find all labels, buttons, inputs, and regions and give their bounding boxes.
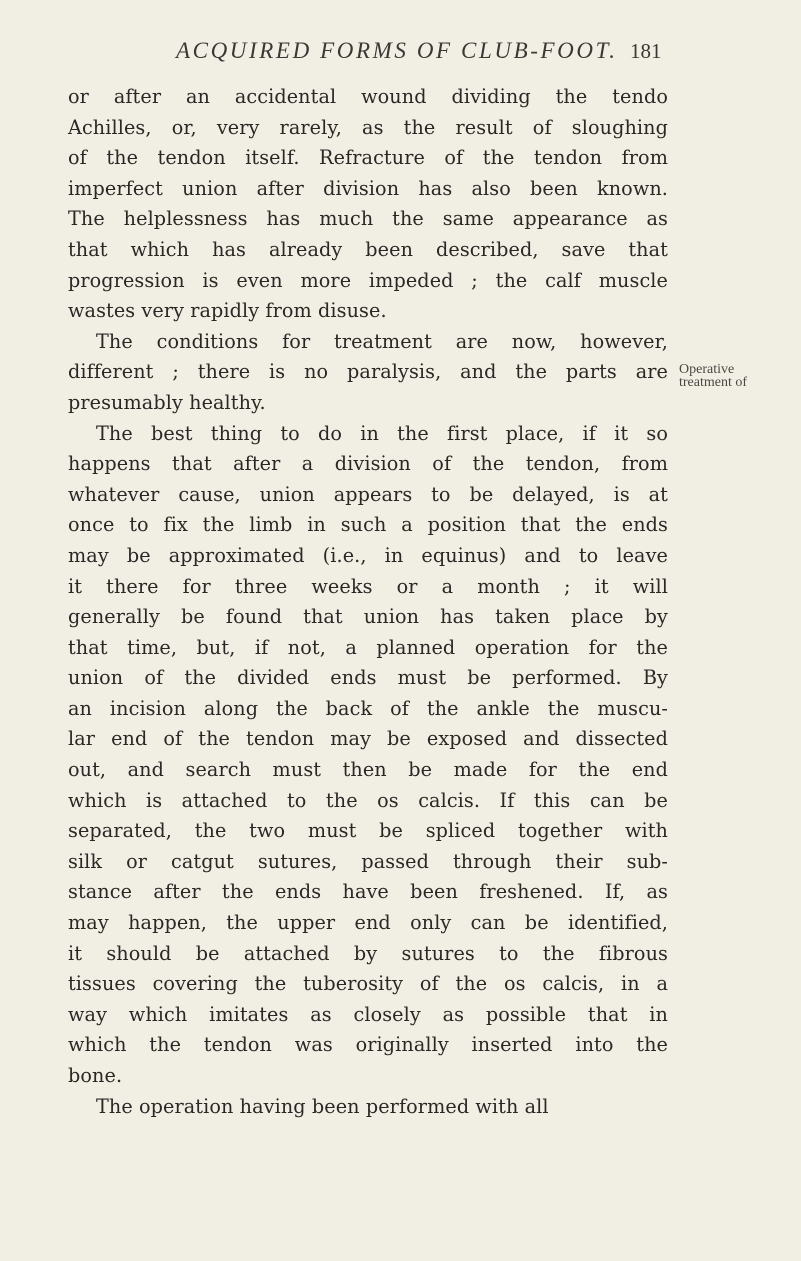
text-line: whatever cause, union appears to be delayed, is at	[68, 482, 668, 506]
text-line: or after an accidental wound dividing the tendo	[68, 85, 668, 108]
text-line: The best thing to do in the first place, if it so	[96, 421, 668, 445]
margin-note	[679, 363, 789, 389]
text-line: imperfect union after division has also been known.	[68, 176, 668, 200]
text-line: of the tendon itself. Refracture of the tendon from	[68, 146, 668, 170]
text-line: it there for three weeks or a month ; it will	[68, 574, 668, 598]
text-line: different ; there is no paralysis, and the parts are	[68, 360, 668, 384]
text-line: which the tendon was originally inserted into the	[68, 1033, 668, 1057]
text-line: tissues covering the tuberosity of the os calcis, in a	[68, 972, 668, 996]
text-line: may be approximated (i.e., in equinus) and to leave	[68, 543, 668, 567]
text-line: it should be attached by sutures to the fibrous	[68, 941, 668, 965]
text-line: The operation having been performed with all	[96, 1094, 549, 1118]
text-line: The helplessness has much the same appearance as	[68, 207, 668, 231]
text-line: bone.	[68, 1064, 123, 1087]
text-line: may happen, the upper end only can be identified,	[68, 911, 668, 935]
text-line: separated, the two must be spliced together with	[68, 819, 668, 843]
text-line: silk or catgut sutures, passed through their sub-	[68, 849, 668, 873]
text-line: generally be found that union has taken place by	[68, 605, 668, 629]
text-line: an incision along the back of the ankle the muscu-	[68, 696, 668, 720]
text-line: stance after the ends have been freshened. If, as	[68, 880, 668, 904]
margin-note-line: treatment of	[679, 375, 748, 390]
text-line: The conditions for treatment are now, however,	[96, 329, 668, 353]
text-line: happens that after a division of the tendon, from	[68, 452, 668, 476]
body-text	[68, 82, 668, 1122]
text-line: Achilles, or, very rarely, as the result of sloughing	[68, 115, 668, 139]
running-head	[0, 38, 801, 68]
text-line: way which imitates as closely as possible that in	[68, 1002, 668, 1026]
text-line: lar end of the tendon may be exposed and dissected	[68, 727, 668, 751]
text-line: union of the divided ends must be performed. By	[68, 666, 668, 690]
text-line: once to fix the limb in such a position that the ends	[68, 513, 668, 537]
page-number: 181	[630, 39, 662, 63]
text-line: which is attached to the os calcis. If this can be	[68, 788, 668, 812]
text-line: presumably healthy.	[68, 390, 266, 414]
text-line: wastes very rapidly from disuse.	[68, 299, 387, 323]
text-line: out, and search must then be made for the end	[68, 758, 668, 782]
text-line: progression is even more impeded ; the calf muscle	[68, 268, 668, 292]
text-line: that time, but, if not, a planned operation for the	[68, 635, 668, 659]
running-title: ACQUIRED FORMS OF CLUB-FOOT.	[176, 38, 618, 63]
text-line: that which has already been described, save that	[68, 237, 668, 261]
margin-note-line: Operative	[679, 362, 735, 377]
